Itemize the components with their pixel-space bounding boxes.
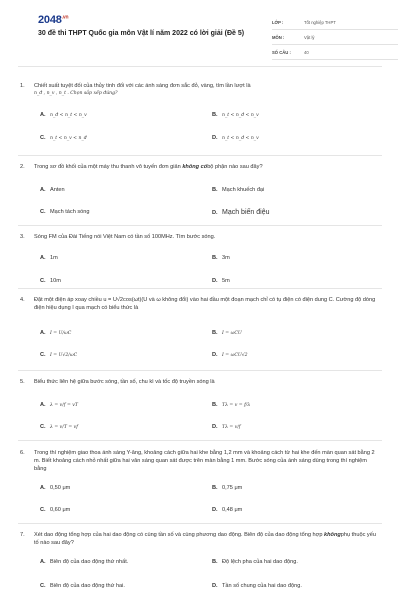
question-text xyxy=(34,82,380,98)
option-text: Biên độ của dao động thứ nhất. xyxy=(50,559,129,565)
option-letter: B. xyxy=(212,485,218,491)
question-stem xyxy=(20,296,380,312)
option-letter: B. xyxy=(212,112,218,118)
option-text: Mạch biến điệu xyxy=(222,209,270,216)
option-letter: A. xyxy=(40,485,46,491)
divider xyxy=(18,225,382,226)
option-a[interactable] xyxy=(40,559,128,565)
question-number: 1. xyxy=(20,83,25,89)
question-5 xyxy=(20,378,380,432)
meta-key: MÔN : xyxy=(272,34,285,40)
option-letter: D. xyxy=(212,352,218,358)
option-b[interactable] xyxy=(212,330,242,336)
options xyxy=(34,386,380,432)
option-letter: A. xyxy=(40,330,46,336)
option-a[interactable] xyxy=(40,402,78,408)
meta-row-class xyxy=(272,15,398,30)
question-text: Trong thí nghiệm giao thoa ánh sáng Y-âng, khoảng cách giữa hai khe bằng 1,2 mm và khoảng cách từ hai khe đến màn quan sát bằng 2 m. Biết khoảng cách nhỏ nhất giữa hai vân sáng quan sát được trên màn bằng 1 mm. Bước sóng của ánh sáng dùng trong thí nghiệm bằng xyxy=(34,450,375,472)
options xyxy=(34,473,380,513)
question-text-part: Xét dao động tổng hợp của hai dao động có cùng tần số và cùng phương dao động. Biên độ của dao động tổng hợp xyxy=(34,532,325,538)
option-letter: B. xyxy=(212,330,218,336)
question-number: 6. xyxy=(20,450,25,456)
question-number: 7. xyxy=(20,532,25,538)
option-c[interactable] xyxy=(40,209,90,215)
question-text xyxy=(34,163,380,171)
question-text: Đặt một điện áp xoay chiều u = U√2cos(ωt)(U và ω không đổi) vào hai đầu một đoạn mạch chỉ có tụ điện có điện dung C. Cường độ dòng điện hiệu dụng I qua mạch có biểu thức là xyxy=(34,297,376,311)
option-text: I = ωCU xyxy=(222,330,242,336)
divider xyxy=(18,155,382,156)
question-text-line: n_đ , n_v , n_t . Chọn sắp xếp đúng? xyxy=(34,91,118,96)
option-b[interactable] xyxy=(212,402,250,408)
option-d[interactable] xyxy=(212,209,269,216)
option-b[interactable] xyxy=(212,485,242,491)
option-c[interactable] xyxy=(40,352,77,358)
option-letter: D. xyxy=(212,135,218,141)
divider xyxy=(18,370,382,371)
question-stem xyxy=(20,449,380,473)
option-text: λ = v/T = vf xyxy=(50,424,78,430)
option-d[interactable] xyxy=(212,507,242,513)
option-letter: D. xyxy=(212,209,218,216)
page-header xyxy=(18,0,382,64)
site-logo[interactable] xyxy=(38,14,68,26)
logo-text: 2048 xyxy=(38,14,62,26)
option-letter: A. xyxy=(40,187,46,193)
option-text: Tần số chung của hai dao động. xyxy=(222,583,302,589)
option-text: 0,48 μm xyxy=(222,507,243,513)
option-text: I = U√2/ωC xyxy=(50,352,78,358)
question-number: 3. xyxy=(20,234,25,240)
option-letter: C. xyxy=(40,424,46,430)
option-a[interactable] xyxy=(40,330,71,336)
options xyxy=(34,241,380,284)
question-text: Biểu thức liên hệ giữa bước sóng, tần số, chu kì và tốc độ truyền sóng là xyxy=(34,379,215,385)
option-a[interactable] xyxy=(40,485,70,491)
option-d[interactable] xyxy=(212,278,230,284)
meta-key: LỚP : xyxy=(272,19,284,25)
meta-key: SỐ CÂU : xyxy=(272,49,291,55)
option-c[interactable] xyxy=(40,135,87,141)
question-text: Sóng FM của Đài Tiếng nói Việt Nam có tần số 100MHz. Tìm bước sóng. xyxy=(34,234,216,240)
option-letter: D. xyxy=(212,278,218,284)
option-text: 5m xyxy=(222,278,230,284)
question-number: 2. xyxy=(20,164,25,170)
option-letter: B. xyxy=(212,402,218,408)
option-a[interactable] xyxy=(40,187,65,193)
option-c[interactable] xyxy=(40,424,78,430)
option-text: λ = v/f = vT xyxy=(50,402,78,408)
option-letter: A. xyxy=(40,559,46,565)
question-1 xyxy=(20,82,380,148)
option-letter: D. xyxy=(212,507,218,513)
question-text-part: bộ phận nào sau đây? xyxy=(207,164,263,170)
option-letter: C. xyxy=(40,135,46,141)
option-b[interactable] xyxy=(212,559,298,565)
option-b[interactable] xyxy=(212,187,264,193)
meta-row-count xyxy=(272,45,398,60)
options xyxy=(34,312,380,364)
options xyxy=(34,98,380,148)
option-letter: B. xyxy=(212,187,218,193)
question-text xyxy=(34,531,380,547)
option-letter: B. xyxy=(212,559,218,565)
question-text-line: Chiết suất tuyệt đối của thủy tinh đối với các ánh sáng đơn sắc đỏ, vàng, tím lần lượt là xyxy=(34,83,251,89)
option-text: n_t < n_v < n_đ xyxy=(50,135,87,141)
option-c[interactable] xyxy=(40,583,125,589)
option-text: Mạch tách sóng xyxy=(50,209,90,215)
option-text: Tλ = v/f xyxy=(222,424,241,430)
question-text-part: phụ thuộc yếu tố nào sau đây? xyxy=(34,532,376,546)
question-text-part: Trong sơ đồ khối của một máy thu thanh vô tuyến đơn giản xyxy=(34,164,183,170)
option-letter: C. xyxy=(40,583,46,589)
option-c[interactable] xyxy=(40,278,61,284)
option-letter: C. xyxy=(40,507,46,513)
option-text: Tλ = v = f/λ xyxy=(222,402,251,408)
option-letter: C. xyxy=(40,209,46,215)
option-text: Biên độ của dao động thứ hai. xyxy=(50,583,125,589)
option-text: I = U/ωC xyxy=(50,330,72,336)
option-text: 3m xyxy=(222,255,230,261)
option-d[interactable] xyxy=(212,424,241,430)
option-text: 0,50 μm xyxy=(50,485,71,491)
option-letter: C. xyxy=(40,278,46,284)
logo-domain: .vn xyxy=(61,14,69,21)
options xyxy=(34,547,380,593)
option-text: n_đ < n_t < n_v xyxy=(50,112,87,118)
question-6 xyxy=(20,449,380,513)
question-emphasis: không có xyxy=(182,164,208,170)
option-text: 10m xyxy=(50,278,61,284)
question-stem xyxy=(20,82,380,98)
meta-value: 40 xyxy=(304,49,309,55)
meta-row-subject xyxy=(272,30,398,45)
option-text: Anten xyxy=(50,187,65,193)
option-letter: D. xyxy=(212,424,218,430)
meta-value: Tốt nghiệp THPT xyxy=(304,19,336,25)
option-letter: A. xyxy=(40,402,46,408)
option-text: Độ lệch pha của hai dao động. xyxy=(222,559,298,565)
option-letter: C. xyxy=(40,352,46,358)
option-letter: D. xyxy=(212,583,218,589)
option-text: 0,60 μm xyxy=(50,507,71,513)
option-b[interactable] xyxy=(212,255,230,261)
option-d[interactable] xyxy=(212,583,302,589)
option-d[interactable] xyxy=(212,135,259,141)
question-stem xyxy=(20,531,380,547)
question-3 xyxy=(20,233,380,284)
question-stem xyxy=(20,378,380,386)
divider xyxy=(18,66,382,67)
option-text: 1m xyxy=(50,255,58,261)
exam-title: 30 đề thi THPT Quốc gia môn Vật lí năm 2022 có lời giải (Đề 5) xyxy=(38,30,245,37)
option-a[interactable] xyxy=(40,255,58,261)
meta-value: Vật lý xyxy=(304,34,315,40)
option-c[interactable] xyxy=(40,507,70,513)
option-a[interactable] xyxy=(40,112,87,118)
question-7 xyxy=(20,531,380,593)
option-text: 0,75 μm xyxy=(222,485,243,491)
options xyxy=(34,171,380,215)
option-letter: A. xyxy=(40,112,46,118)
option-b[interactable] xyxy=(212,112,259,118)
question-4 xyxy=(20,296,380,364)
divider xyxy=(18,288,382,289)
exam-meta-table xyxy=(272,15,398,60)
option-letter: B. xyxy=(212,255,218,261)
divider xyxy=(18,523,382,524)
option-text: I = ωCU√2 xyxy=(222,352,248,358)
option-text: Mạch khuếch đại xyxy=(222,187,265,193)
question-stem xyxy=(20,233,380,241)
question-number: 4. xyxy=(20,297,25,303)
option-letter: A. xyxy=(40,255,46,261)
question-stem xyxy=(20,163,380,171)
question-emphasis: không xyxy=(324,532,341,538)
option-text: n_t < n_đ < n_v xyxy=(222,112,259,118)
divider xyxy=(18,440,382,441)
option-d[interactable] xyxy=(212,352,248,358)
question-2 xyxy=(20,163,380,215)
question-number: 5. xyxy=(20,379,25,385)
option-text: n_t < n_đ < n_v xyxy=(222,135,259,141)
